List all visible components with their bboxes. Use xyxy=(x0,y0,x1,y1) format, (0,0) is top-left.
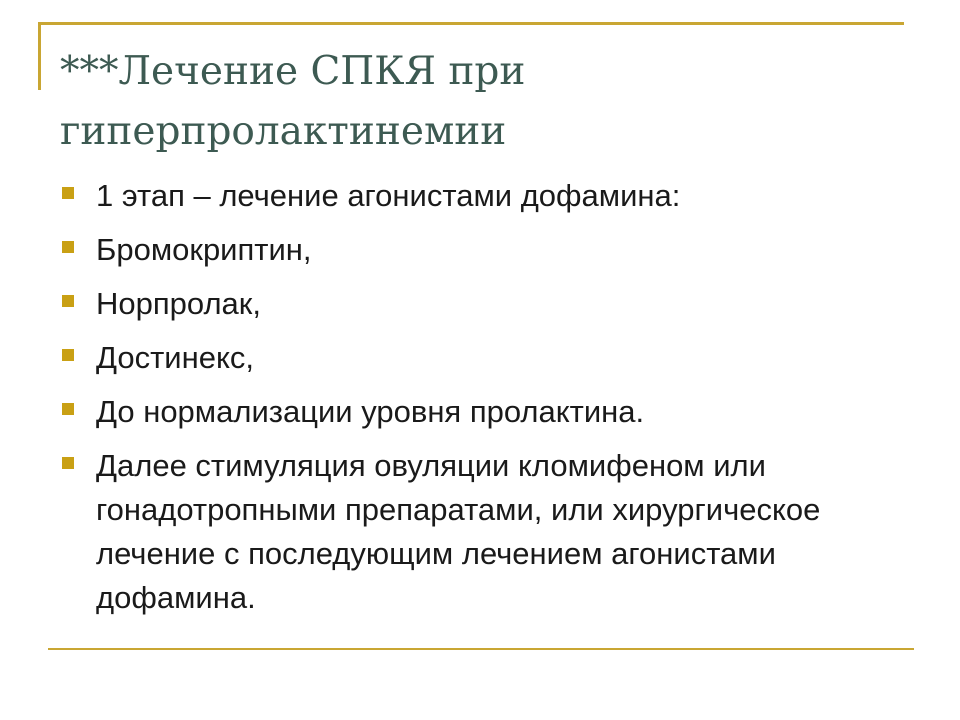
bullet-list xyxy=(60,174,900,630)
bullet-text: Бромокриптин, xyxy=(96,232,312,267)
bullet-item xyxy=(60,228,900,272)
top-rule xyxy=(38,22,904,25)
bullet-text: Норпролак, xyxy=(96,286,261,321)
square-bullet-icon xyxy=(62,349,74,361)
bullet-item xyxy=(60,444,900,620)
square-bullet-icon xyxy=(62,187,74,199)
bullet-text: Далее стимуляция овуляции кломифеном или гонадотропными препаратами, или хирургическое лечение с последующим лечением агонистами дофамина. xyxy=(96,448,821,615)
bottom-rule xyxy=(48,648,914,650)
square-bullet-icon xyxy=(62,403,74,415)
bullet-text: 1 этап – лечение агонистами дофамина: xyxy=(96,178,681,213)
bullet-text: До нормализации уровня пролактина. xyxy=(96,394,645,429)
square-bullet-icon xyxy=(62,295,74,307)
bullet-item xyxy=(60,282,900,326)
square-bullet-icon xyxy=(62,241,74,253)
bullet-item xyxy=(60,390,900,434)
left-rule xyxy=(38,22,41,90)
slide-title: ***Лечение СПКЯ при гиперпролактинемии xyxy=(60,49,526,154)
bullet-text: Достинекс, xyxy=(96,340,254,375)
bullet-item xyxy=(60,174,900,218)
bullet-item xyxy=(60,336,900,380)
square-bullet-icon xyxy=(62,457,74,469)
